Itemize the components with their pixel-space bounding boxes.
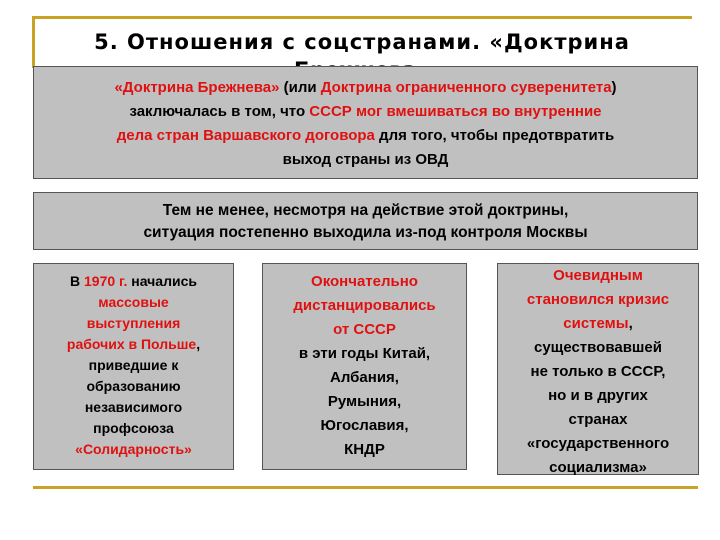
box1-line2 — [34, 100, 697, 124]
box4-line7: Югославия, — [320, 417, 409, 434]
box1-line4: выход страны из ОВД — [282, 151, 449, 168]
box1-line3 — [34, 124, 697, 148]
doctrine-definition-box — [33, 66, 698, 179]
box5-highlight: системы — [563, 315, 629, 332]
system-crisis-box — [497, 263, 699, 475]
box4-line3: от СССР — [333, 321, 396, 338]
slide-title-line1: 5. Отношения с соцстранами. «Доктрина — [94, 30, 630, 54]
slide-title — [32, 30, 692, 56]
box4-line1: Окончательно — [311, 273, 418, 290]
box3-line5: приведшие к — [88, 357, 179, 373]
box3-line9: «Солидарность» — [75, 441, 192, 457]
box1-text: ) — [611, 79, 617, 96]
box4-line6: Румыния, — [327, 393, 402, 410]
box1-text: для того, чтобы предотвратить — [374, 127, 615, 144]
box1-highlight: дела стран Варшавского договора — [116, 127, 375, 144]
box2-line2: ситуация постепенно выходила из-под контроля Москвы — [143, 224, 588, 241]
slide-title-cut — [32, 56, 692, 65]
box4-line5: Албания, — [330, 369, 399, 386]
box1-line1 — [34, 76, 697, 100]
doctrine-alt-name: Доктрина ограниченного суверенитета — [320, 79, 612, 96]
box1-text: (или — [279, 79, 321, 96]
box4-line4: в эти годы Китай, — [298, 345, 431, 362]
box1-text: заключалась в том, что — [129, 103, 310, 120]
box3-text: , — [196, 336, 201, 352]
box5-line9: социализма» — [549, 459, 647, 476]
poland-box — [33, 263, 234, 470]
box3-line6: образованию — [86, 378, 181, 394]
footer-line — [33, 486, 698, 489]
title-top-line — [32, 16, 692, 19]
box5-text: , — [628, 315, 633, 332]
box5-line2: становился кризис — [526, 291, 670, 308]
doctrine-name: «Доктрина Брежнева» — [114, 79, 280, 96]
situation-box — [33, 192, 698, 250]
box4-line8: КНДР — [344, 441, 385, 458]
box5-line1: Очевидным — [553, 267, 643, 284]
box5-line5: не только в СССР, — [530, 363, 666, 380]
box5-line3 — [498, 312, 698, 336]
box1-highlight: СССР мог вмешиваться во внутренние — [309, 103, 602, 120]
box3-line4 — [34, 334, 233, 355]
box3-text: В — [70, 273, 85, 289]
box5-line8: «государственного — [526, 435, 670, 452]
box3-text: начались — [127, 273, 197, 289]
box5-line7: странах — [568, 411, 628, 428]
distanced-countries-box — [262, 263, 467, 470]
box3-line1 — [34, 271, 233, 292]
box3-highlight: рабочих в Польше — [66, 336, 197, 352]
box3-line2: массовые — [98, 294, 169, 310]
box5-line6: но и в других — [548, 387, 648, 404]
box4-line2: дистанцировались — [293, 297, 436, 314]
box3-line7: независимого — [84, 399, 183, 415]
box3-line3: выступления — [86, 315, 181, 331]
box3-line8: профсоюза — [93, 420, 174, 436]
box2-line1: Тем не менее, несмотря на действие этой доктрины, — [162, 202, 569, 219]
box5-line4: существовавшей — [533, 339, 662, 356]
year-1970: 1970 г. — [84, 273, 128, 289]
